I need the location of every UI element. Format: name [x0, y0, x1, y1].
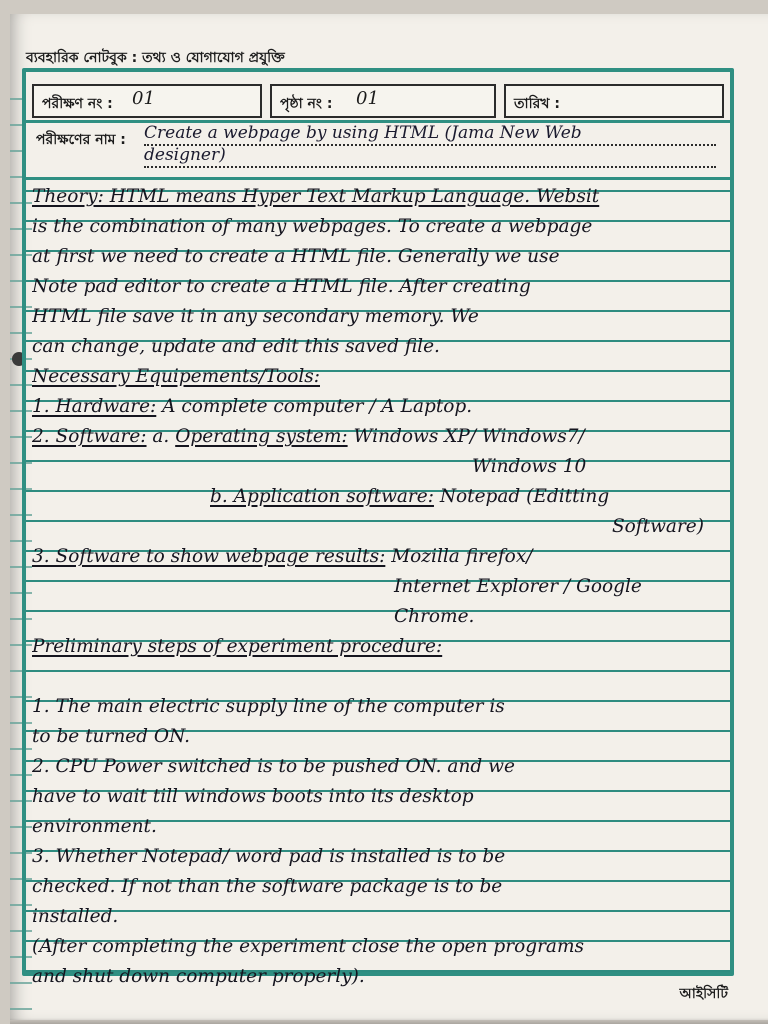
note-line	[32, 722, 726, 752]
step-3-line-3: installed.	[32, 906, 119, 927]
closing-line-1: (After completing the experiment close the open programs	[32, 936, 584, 957]
header-area	[26, 72, 730, 180]
os-value: Windows XP/ Windows7/	[347, 426, 585, 447]
note-line	[32, 932, 726, 962]
software-item-a: a.	[146, 426, 176, 447]
page-shadow	[10, 1018, 768, 1024]
notes-body	[32, 182, 726, 992]
theory-line-5: HTML file save it in any secondary memory. We	[32, 306, 479, 327]
theory-line-4: Note pad editor to create a HTML file. After creating	[32, 276, 531, 297]
date-label: তারিখ :	[514, 96, 560, 112]
os-value-cont: Windows 10	[472, 456, 587, 477]
step-2-line-3: environment.	[32, 816, 157, 837]
tools-heading: Necessary Equipements/Tools:	[32, 366, 320, 387]
experiment-name-label: পরীক্ষণের নাম :	[36, 132, 126, 148]
app-software-value-cont: Software)	[612, 516, 704, 537]
step-1-line-1: 1. The main electric supply line of the computer is	[32, 696, 505, 717]
footer-subject-label: আইসিটি	[679, 986, 728, 1002]
experiment-name-line-1: Create a webpage by using HTML (Jama New Web	[144, 123, 582, 143]
browser-label: 3. Software to show webpage results:	[32, 546, 386, 567]
note-line	[32, 632, 726, 662]
step-3-line-2: checked. If not than the software package is to be	[32, 876, 503, 897]
page-frame	[22, 68, 734, 987]
app-software-label: b. Application software:	[210, 486, 434, 507]
theory-line-3: at first we need to create a HTML file. Generally we use	[32, 246, 560, 267]
closing-line-2: and shut down computer properly).	[32, 966, 365, 987]
note-line	[32, 512, 726, 542]
note-line	[32, 212, 726, 242]
note-line	[32, 812, 726, 842]
note-line	[32, 602, 726, 632]
step-2-line-2: have to wait till windows boots into its desktop	[32, 786, 474, 807]
note-line	[32, 902, 726, 932]
browser-value-cont-2: Chrome.	[394, 606, 475, 627]
os-label: Operating system:	[175, 426, 348, 447]
note-line	[32, 332, 726, 362]
note-line	[32, 572, 726, 602]
note-line	[32, 872, 726, 902]
page-no-value: 01	[356, 88, 379, 109]
page-no-box	[270, 84, 496, 118]
note-line	[32, 662, 726, 692]
theory-line-1: Theory: HTML means Hyper Text Markup Language. Websit	[32, 186, 600, 207]
note-line	[32, 452, 726, 482]
step-3-line-1: 3. Whether Notepad/ word pad is installed is to be	[32, 846, 506, 867]
notebook-title: ব্যবহারিক নোটবুক : তথ্য ও যোগাযোগ প্রযুক্তি	[26, 50, 285, 66]
name-dotted-line-2	[144, 166, 716, 168]
app-software-value: Notepad (Editting	[433, 486, 610, 507]
hardware-label: 1. Hardware:	[32, 396, 157, 417]
experiment-no-box	[32, 84, 262, 118]
software-label: 2. Software:	[32, 426, 147, 447]
note-line	[32, 842, 726, 872]
note-line	[32, 962, 726, 992]
hardware-value: A complete computer / A Laptop.	[156, 396, 473, 417]
note-line	[32, 242, 726, 272]
note-line	[32, 782, 726, 812]
page-no-label: পৃষ্ঠা নং :	[280, 96, 333, 112]
browser-value-cont-1: Internet Explorer / Google	[394, 576, 642, 597]
note-line	[32, 542, 726, 572]
procedure-heading: Preliminary steps of experiment procedure:	[32, 636, 443, 657]
note-line	[32, 302, 726, 332]
browser-value: Mozilla firefox/	[385, 546, 533, 567]
date-box	[504, 84, 724, 118]
note-line	[32, 692, 726, 722]
theory-line-6: can change, update and edit this saved file.	[32, 336, 440, 357]
note-line	[32, 182, 726, 212]
note-line	[32, 392, 726, 422]
note-line	[32, 482, 726, 512]
note-line	[32, 362, 726, 392]
note-line	[32, 272, 726, 302]
step-2-line-1: 2. CPU Power switched is to be pushed ON. and we	[32, 756, 515, 777]
experiment-no-label: পরীক্ষণ নং :	[42, 96, 113, 112]
theory-line-2: is the combination of many webpages. To create a webpage	[32, 216, 593, 237]
note-line	[32, 752, 726, 782]
name-dotted-line-1	[144, 144, 716, 146]
note-line	[32, 422, 726, 452]
name-divider	[26, 177, 730, 180]
step-1-line-2: to be turned ON.	[32, 726, 190, 747]
experiment-name-box	[32, 124, 724, 172]
experiment-name-line-2: designer)	[144, 145, 226, 165]
experiment-no-value: 01	[132, 88, 155, 109]
